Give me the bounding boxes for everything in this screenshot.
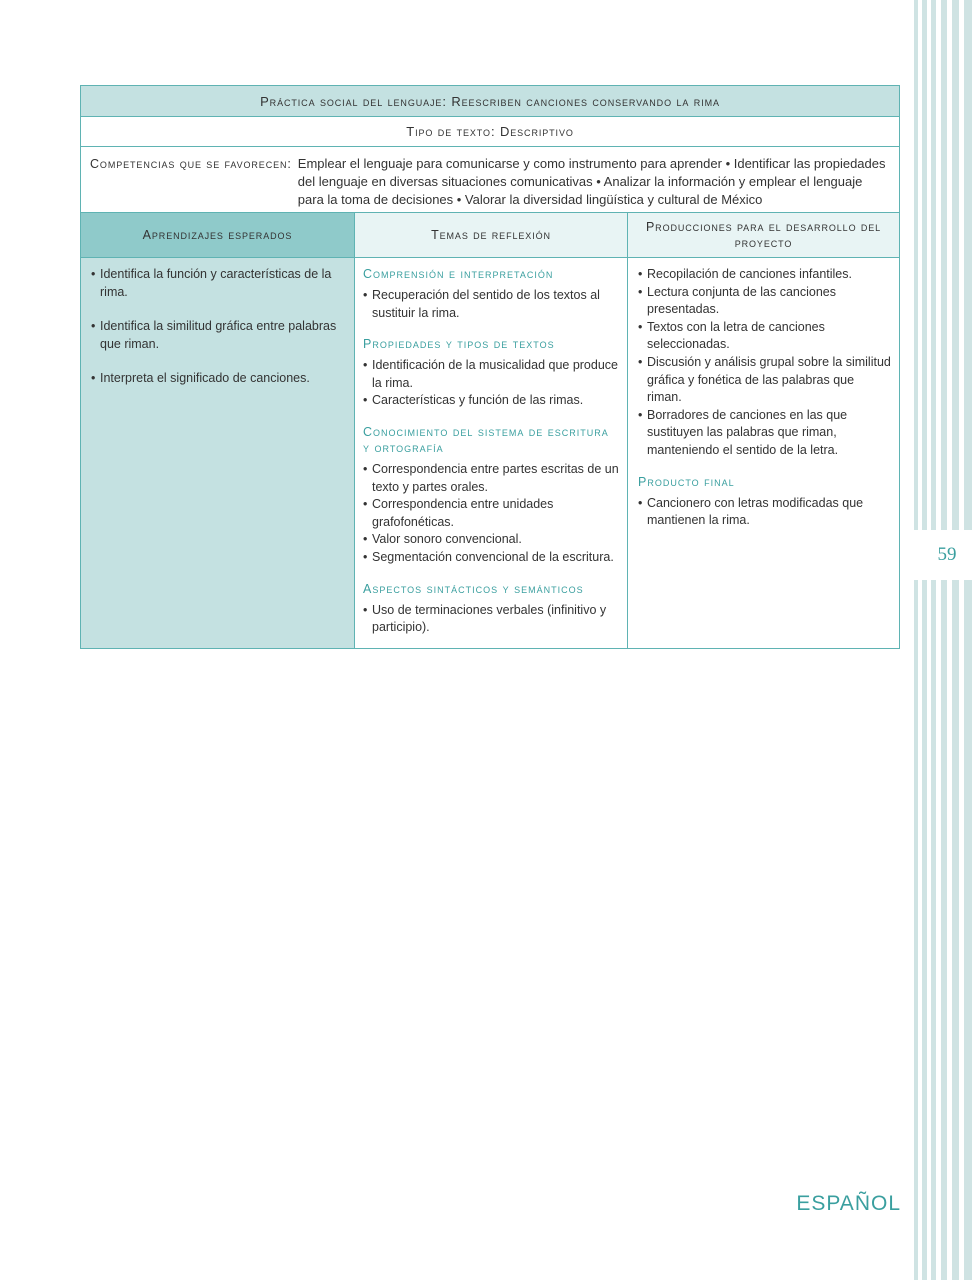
list-item: • Lectura conjunta de las canciones presentadas. — [638, 284, 891, 319]
bullet: • — [363, 602, 368, 617]
producciones-header: Producciones para el desarrollo del proyecto — [628, 213, 899, 258]
bullet: • — [91, 371, 96, 386]
bullet: • — [638, 267, 643, 281]
list-item: • Segmentación convencional de la escritura. — [363, 549, 619, 567]
list-item: • Valor sonoro convencional. — [363, 531, 619, 549]
practica-social-row: Práctica social del lenguaje: Reescriben canciones conservando la rima — [81, 86, 899, 117]
competencias-label: Competencias que se favorecen: — [90, 157, 292, 171]
producciones-column — [628, 213, 899, 648]
list-item: • Características y función de las rimas. — [363, 392, 619, 410]
list-item: • Recopilación de canciones infantiles. — [638, 266, 891, 284]
bullet: • — [638, 354, 643, 369]
list-item: • Correspondencia entre partes escritas de un texto y partes orales. — [363, 461, 619, 496]
competencias-row — [81, 147, 899, 213]
competencias-text: Emplear el lenguaje para comunicarse y como instrumento para aprender • Identificar las propiedades del lenguaje en diversas situaciones comunicativas • Analizar la información y emplear el lenguaje para la toma de decisiones • Valorar la diversidad lingüística y cultural de México — [297, 156, 886, 207]
list-item: • Identifica la función y características de la rima. — [91, 266, 346, 301]
decorative-stripes — [914, 0, 972, 1280]
section-title: Comprensión e interpretación — [363, 267, 554, 281]
columns — [81, 213, 899, 648]
bullet: • — [363, 393, 368, 408]
temas-column — [355, 213, 628, 648]
bullet: • — [363, 549, 368, 564]
aprendizajes-column — [81, 213, 355, 648]
section-title: Conocimiento del sistema de escritura y ortografía — [363, 424, 609, 455]
list-item: • Borradores de canciones en las que sustituyen las palabras que riman, manteniendo el sentido de la letra. — [638, 407, 891, 460]
bullet: • — [638, 407, 643, 422]
bullet: • — [638, 319, 643, 334]
list-item: • Recuperación del sentido de los textos al sustituir la rima. — [363, 287, 619, 322]
program-table — [80, 85, 900, 649]
bullet: • — [363, 358, 368, 373]
list-item: • Identificación de la musicalidad que produce la rima. — [363, 357, 619, 392]
list-item: • Correspondencia entre unidades grafofonéticas. — [363, 496, 619, 531]
list-item: • Textos con la letra de canciones seleccionadas. — [638, 319, 891, 354]
list-item: • Discusión y análisis grupal sobre la similitud gráfica y fonética de las palabras que riman. — [638, 354, 891, 407]
section-title: Aspectos sintácticos y semánticos — [363, 581, 584, 596]
page-number: 59 — [937, 544, 957, 565]
bullet: • — [638, 495, 643, 510]
temas-header: Temas de reflexión — [355, 213, 627, 258]
temas-body — [355, 258, 627, 648]
producto-final-title: Producto final — [638, 474, 735, 489]
page-number-box — [914, 530, 972, 580]
subject-label: ESPAÑOL — [796, 1192, 901, 1215]
tipo-texto-row: Tipo de texto: Descriptivo — [81, 117, 899, 147]
list-item: • Identifica la similitud gráfica entre palabras que riman. — [91, 318, 346, 353]
list-item: • Cancionero con letras modificadas que mantienen la rima. — [638, 495, 891, 530]
bullet: • — [91, 267, 96, 281]
section-title: Propiedades y tipos de textos — [363, 337, 555, 352]
bullet: • — [91, 319, 96, 334]
list-item: • Uso de terminaciones verbales (infinitivo y participio). — [363, 602, 619, 637]
bullet: • — [638, 284, 643, 299]
producciones-body — [628, 258, 899, 648]
list-item: • Interpreta el significado de canciones. — [91, 370, 346, 388]
bullet: • — [363, 461, 368, 476]
bullet: • — [363, 497, 368, 512]
bullet: • — [363, 532, 368, 547]
aprendizajes-header: Aprendizajes esperados — [81, 213, 354, 258]
aprendizajes-body — [81, 258, 354, 648]
bullet: • — [363, 288, 368, 302]
